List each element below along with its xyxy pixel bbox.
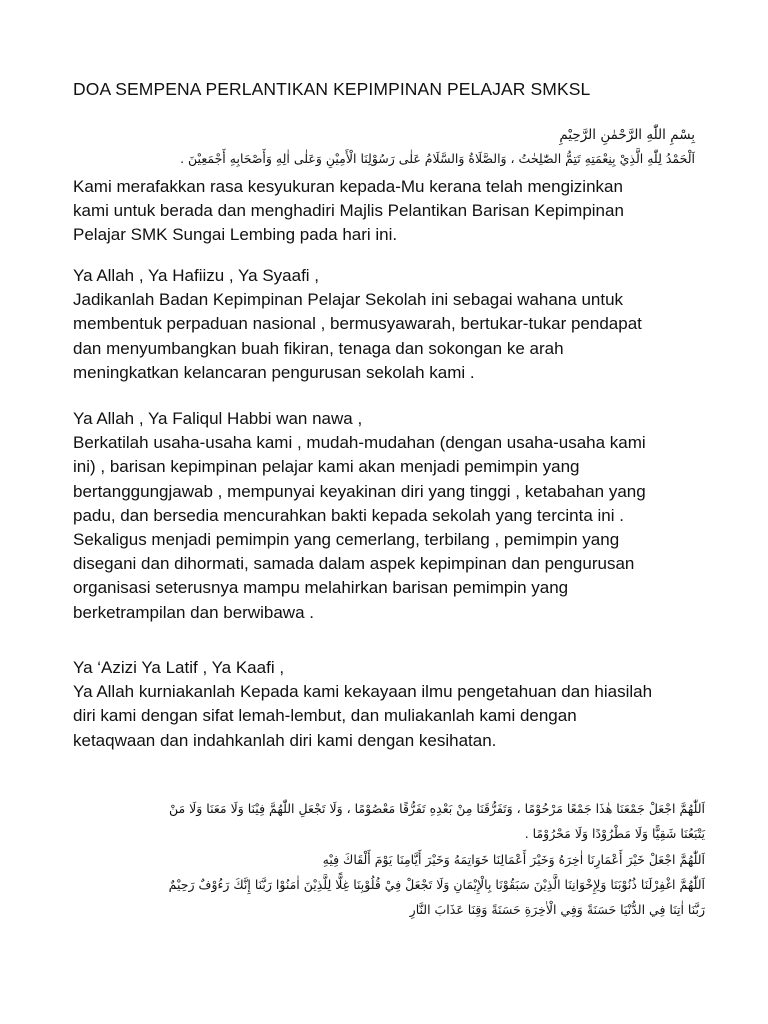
- arabic-closing-line: رَبَّنَا اٰتِنَا فِي الدُّنْيَا حَسَنَةً وَفِي الْاٰخِرَةِ حَسَنَةً وَقِنَا عَذَابَ النَّارِ: [409, 902, 705, 917]
- paragraph-line: dan menyumbangkan buah fikiran, tenaga dan sokongan ke arah: [73, 338, 564, 358]
- paragraph-line: membentuk perpaduan nasional , bermusyawarah, bertukar-tukar pendapat: [73, 314, 642, 334]
- arabic-closing-line: اَللّٰهُمَّ اجْعَلْ خَيْرَ أَعْمَارِنَا اٰخِرَهُ وَخَيْرَ أَعْمَالِنَا خَوَاتِمَهُ وَخَيْرَ أَيَّامِنَا يَوْمَ أَلْقَاكَ فِيْهِ: [322, 852, 705, 867]
- paragraph-line: ketaqwaan dan indahkanlah diri kami dengan kesihatan.: [73, 730, 497, 750]
- paragraph-prayer-knowledge: [73, 656, 753, 753]
- paragraph-prayer-leadership: [73, 407, 753, 625]
- paragraph-prayer-unity: [73, 264, 753, 385]
- paragraph-line: berketrampilan dan berwibawa .: [73, 602, 314, 622]
- arabic-opening-praise: اَلْحَمْدُ لِلّٰهِ الَّذِيْ بِنِعْمَتِهِ تَتِمُّ الصّٰلِحٰتُ ، وَالصَّلَاةُ وَالسَّلَامُ عَلٰى رَسُوْلِنَا الْأَمِيْنِ وَعَلٰى اٰلِهِ وَأَصْحَابِهِ أَجْمَعِيْنَ .: [180, 151, 695, 166]
- arabic-closing-line: اَللّٰهُمَّ اجْعَلْ جَمْعَنَا هٰذَا جَمْعًا مَرْحُوْمًا ، وَتَفَرُّقَنَا مِنْ بَعْدِهِ تَفَرُّقًا مَعْصُوْمًا ، وَلَا تَجْعَلِ اللّٰهُمَّ فِيْنَا وَلَا مَعَنَا وَلَا مَنْ: [168, 801, 705, 816]
- paragraph-line: kami untuk berada dan menghadiri Majlis Pelantikan Barisan Kepimpinan: [73, 201, 624, 221]
- paragraph-line: ini) , barisan kepimpinan pelajar kami akan menjadi pemimpin yang: [73, 457, 580, 477]
- paragraph-line: Ya Allah , Ya Faliqul Habbi wan nawa ,: [73, 409, 363, 428]
- paragraph-line: meningkatkan kelancaran pengurusan sekolah kami .: [73, 362, 475, 382]
- paragraph-line: Ya ‘Azizi Ya Latif , Ya Kaafi ,: [73, 658, 285, 677]
- paragraph-line: Kami merafakkan rasa kesyukuran kepada-Mu kerana telah mengizinkan: [73, 177, 623, 196]
- paragraph-line: padu, dan bersedia mencurahkan bakti kepada sekolah yang tercinta ini .: [73, 505, 624, 525]
- paragraph-line: Pelajar SMK Sungai Lembing pada hari ini.: [73, 225, 398, 245]
- paragraph-line: Ya Allah kurniakanlah Kepada kami kekayaan ilmu pengetahuan dan hiasilah: [73, 682, 653, 702]
- document-title: DOA SEMPENA PERLANTIKAN KEPIMPINAN PELAJAR SMKSL: [73, 79, 591, 99]
- paragraph-line: bertanggungjawab , mempunyai keyakinan diri yang tinggi , ketabahan yang: [73, 481, 646, 501]
- arabic-basmala: بِسْمِ اللّٰهِ الرَّحْمٰنِ الرَّحِيْمِ: [559, 127, 695, 143]
- paragraph-gratitude: [73, 175, 753, 248]
- paragraph-line: disegani dan dihormati, samada dalam aspek kepimpinan dan pengurusan: [73, 554, 635, 574]
- paragraph-line: Berkatilah usaha-usaha kami , mudah-mudahan (dengan usaha-usaha kami: [73, 433, 646, 453]
- paragraph-line: Ya Allah , Ya Hafiizu , Ya Syaafi ,: [73, 266, 320, 285]
- paragraph-line: Jadikanlah Badan Kepimpinan Pelajar Sekolah ini sebagai wahana untuk: [73, 290, 624, 310]
- paragraph-line: diri kami dengan sifat lemah-lembut, dan muliakanlah kami dengan: [73, 706, 577, 726]
- paragraph-line: Sekaligus menjadi pemimpin yang cemerlang, terbilang , pemimpin yang: [73, 530, 620, 550]
- arabic-closing-line: اَللّٰهُمَّ اغْفِرْلَنَا ذُنُوْبَنَا وَلِإِخْوَانِنَا الَّذِيْنَ سَبَقُوْنَا بِالْإِيْمَانِ وَلَا تَجْعَلْ فِيْ قُلُوْبِنَا غِلًّا لِلَّذِيْنَ اٰمَنُوْا رَبَّنَا إِنَّكَ رَءُوْفٌ رَحِيْمٌ: [168, 877, 705, 892]
- paragraph-line: organisasi seterusnya mampu melahirkan barisan pemimpin yang: [73, 578, 569, 598]
- arabic-closing-line: يَتْبَعُنَا شَقِيًّا وَلَا مَطْرُوْدًا وَلَا مَحْرُوْمًا .: [524, 826, 705, 841]
